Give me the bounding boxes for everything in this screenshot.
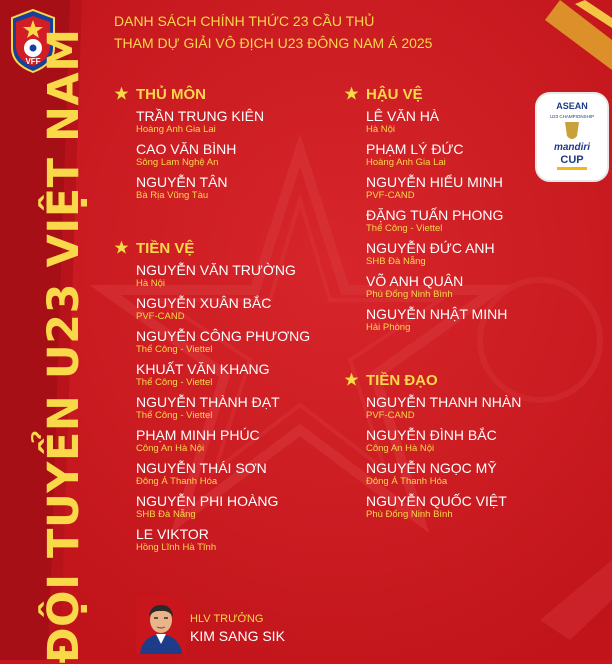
player-club: Hoàng Anh Gia Lai bbox=[136, 124, 216, 135]
player-name: NGUYỄN QUỐC VIỆT bbox=[366, 493, 507, 509]
player-item bbox=[136, 262, 310, 295]
player-club: Đông Á Thanh Hóa bbox=[366, 476, 448, 487]
player-name: KHUẤT VĂN KHANG bbox=[136, 361, 270, 377]
star-icon bbox=[114, 86, 129, 101]
player-name: NGUYỄN XUÂN BẮC bbox=[136, 295, 272, 311]
player-club: Thể Công - Viettel bbox=[136, 410, 213, 421]
badge-brand: ASEAN bbox=[556, 101, 588, 111]
star-icon bbox=[114, 240, 129, 255]
player-name: LE VIKTOR bbox=[136, 526, 209, 542]
section-title-defenders bbox=[344, 86, 507, 108]
coach-info bbox=[190, 612, 285, 646]
player-item bbox=[366, 460, 521, 493]
player-club: Bà Rịa Vũng Tàu bbox=[136, 190, 209, 201]
vertical-team-title: ĐỘI TUYỂN U23 VIỆT NAM bbox=[39, 28, 89, 664]
section-forwards bbox=[344, 372, 521, 526]
player-club: Thể Công - Viettel bbox=[136, 344, 213, 355]
section-goalkeepers bbox=[114, 86, 264, 207]
player-name: LÊ VĂN HÀ bbox=[366, 108, 440, 124]
player-club: Công An Hà Nội bbox=[366, 443, 435, 454]
player-item bbox=[136, 328, 310, 361]
player-club: Thể Công - Viettel bbox=[366, 223, 443, 234]
player-club: Phù Đổng Ninh Bình bbox=[366, 289, 453, 300]
star-icon bbox=[344, 86, 359, 101]
player-club: Hoàng Anh Gia Lai bbox=[366, 157, 446, 168]
player-item bbox=[366, 306, 507, 339]
asean-u23-championship-badge bbox=[535, 92, 609, 182]
vff-logo-text: VFF bbox=[25, 57, 41, 66]
player-club: Sông Lam Nghệ An bbox=[136, 157, 219, 168]
player-club: Đông Á Thanh Hóa bbox=[136, 476, 218, 487]
player-item bbox=[136, 394, 310, 427]
player-name: NGUYỄN ĐÌNH BẮC bbox=[366, 427, 497, 443]
player-name: NGUYỄN NGỌC MỸ bbox=[366, 460, 497, 476]
header bbox=[114, 10, 432, 54]
player-name: VÕ ANH QUÂN bbox=[366, 273, 464, 289]
player-item bbox=[136, 108, 264, 141]
player-name: ĐẶNG TUẤN PHONG bbox=[366, 207, 504, 223]
header-line-2: THAM DỰ GIẢI VÔ ĐỊCH U23 ĐÔNG NAM Á 2025 bbox=[114, 35, 433, 51]
player-club: PVF-CAND bbox=[366, 190, 415, 201]
section-title-forwards bbox=[344, 372, 521, 394]
section-title-goalkeepers bbox=[114, 86, 264, 108]
player-name: NGUYỄN THÁI SƠN bbox=[136, 460, 267, 476]
section-defenders bbox=[344, 86, 507, 339]
player-item bbox=[366, 207, 507, 240]
player-club: Hà Nội bbox=[136, 278, 166, 289]
player-club: Thể Công - Viettel bbox=[136, 377, 213, 388]
player-club: Hồng Lĩnh Hà Tĩnh bbox=[136, 542, 217, 553]
player-name: NGUYỄN PHI HOÀNG bbox=[136, 493, 279, 509]
coach-label: HLV TRƯỞNG bbox=[190, 613, 264, 625]
player-name: PHẠM MINH PHÚC bbox=[136, 427, 260, 443]
player-name: NGUYỄN THÀNH ĐẠT bbox=[136, 394, 280, 410]
section-title-midfielders bbox=[114, 240, 310, 262]
player-item bbox=[366, 240, 507, 273]
badge-cup: CUP bbox=[560, 154, 584, 166]
player-item bbox=[136, 361, 310, 394]
player-name: PHẠM LÝ ĐỨC bbox=[366, 141, 464, 157]
player-item bbox=[366, 493, 521, 526]
player-name: TRẦN TRUNG KIÊN bbox=[136, 108, 265, 124]
player-name: NGUYỄN ĐỨC ANH bbox=[366, 240, 495, 256]
player-club: Công An Hà Nội bbox=[136, 443, 205, 454]
badge-sponsor: mandiri bbox=[553, 142, 591, 153]
section-title-text: HẬU VỆ bbox=[366, 86, 423, 103]
player-name: NGUYỄN NHẬT MINH bbox=[366, 306, 508, 322]
star-icon bbox=[344, 372, 359, 387]
player-item bbox=[366, 108, 507, 141]
player-name: NGUYỄN TÂN bbox=[136, 174, 228, 190]
player-name: CAO VĂN BÌNH bbox=[136, 141, 237, 157]
section-title-text: TIỀN VỆ bbox=[136, 240, 195, 257]
coach-name: KIM SANG SIK bbox=[190, 628, 285, 644]
player-item bbox=[136, 141, 264, 174]
player-item bbox=[136, 460, 310, 493]
player-club: SHB Đà Nẵng bbox=[366, 256, 426, 267]
section-title-text: TIỀN ĐẠO bbox=[366, 372, 438, 389]
player-item bbox=[366, 141, 507, 174]
player-item bbox=[366, 427, 521, 460]
player-item bbox=[136, 526, 310, 559]
player-club: SHB Đà Nẵng bbox=[136, 509, 196, 520]
coach-photo bbox=[136, 596, 186, 654]
player-club: PVF-CAND bbox=[136, 311, 185, 322]
player-item bbox=[136, 427, 310, 460]
header-line-1: DANH SÁCH CHÍNH THỨC 23 CẦU THỦ bbox=[114, 13, 375, 29]
player-item bbox=[366, 273, 507, 306]
player-club: Hải Phòng bbox=[366, 322, 411, 333]
player-item bbox=[136, 295, 310, 328]
player-club: PVF-CAND bbox=[366, 410, 415, 421]
section-title-text: THỦ MÔN bbox=[136, 86, 206, 103]
section-midfielders bbox=[114, 240, 310, 559]
player-name: NGUYỄN CÔNG PHƯƠNG bbox=[136, 328, 311, 344]
player-item bbox=[136, 174, 264, 207]
player-name: NGUYỄN THANH NHÀN bbox=[366, 394, 522, 410]
player-item bbox=[366, 174, 507, 207]
player-item bbox=[366, 394, 521, 427]
player-item bbox=[136, 493, 310, 526]
badge-subtitle: U23 CHAMPIONSHIP bbox=[549, 114, 595, 119]
player-name: NGUYỄN VĂN TRƯỜNG bbox=[136, 262, 296, 278]
player-club: Phù Đổng Ninh Bình bbox=[366, 509, 453, 520]
player-name: NGUYỄN HIỂU MINH bbox=[366, 174, 503, 190]
player-club: Hà Nội bbox=[366, 124, 396, 135]
